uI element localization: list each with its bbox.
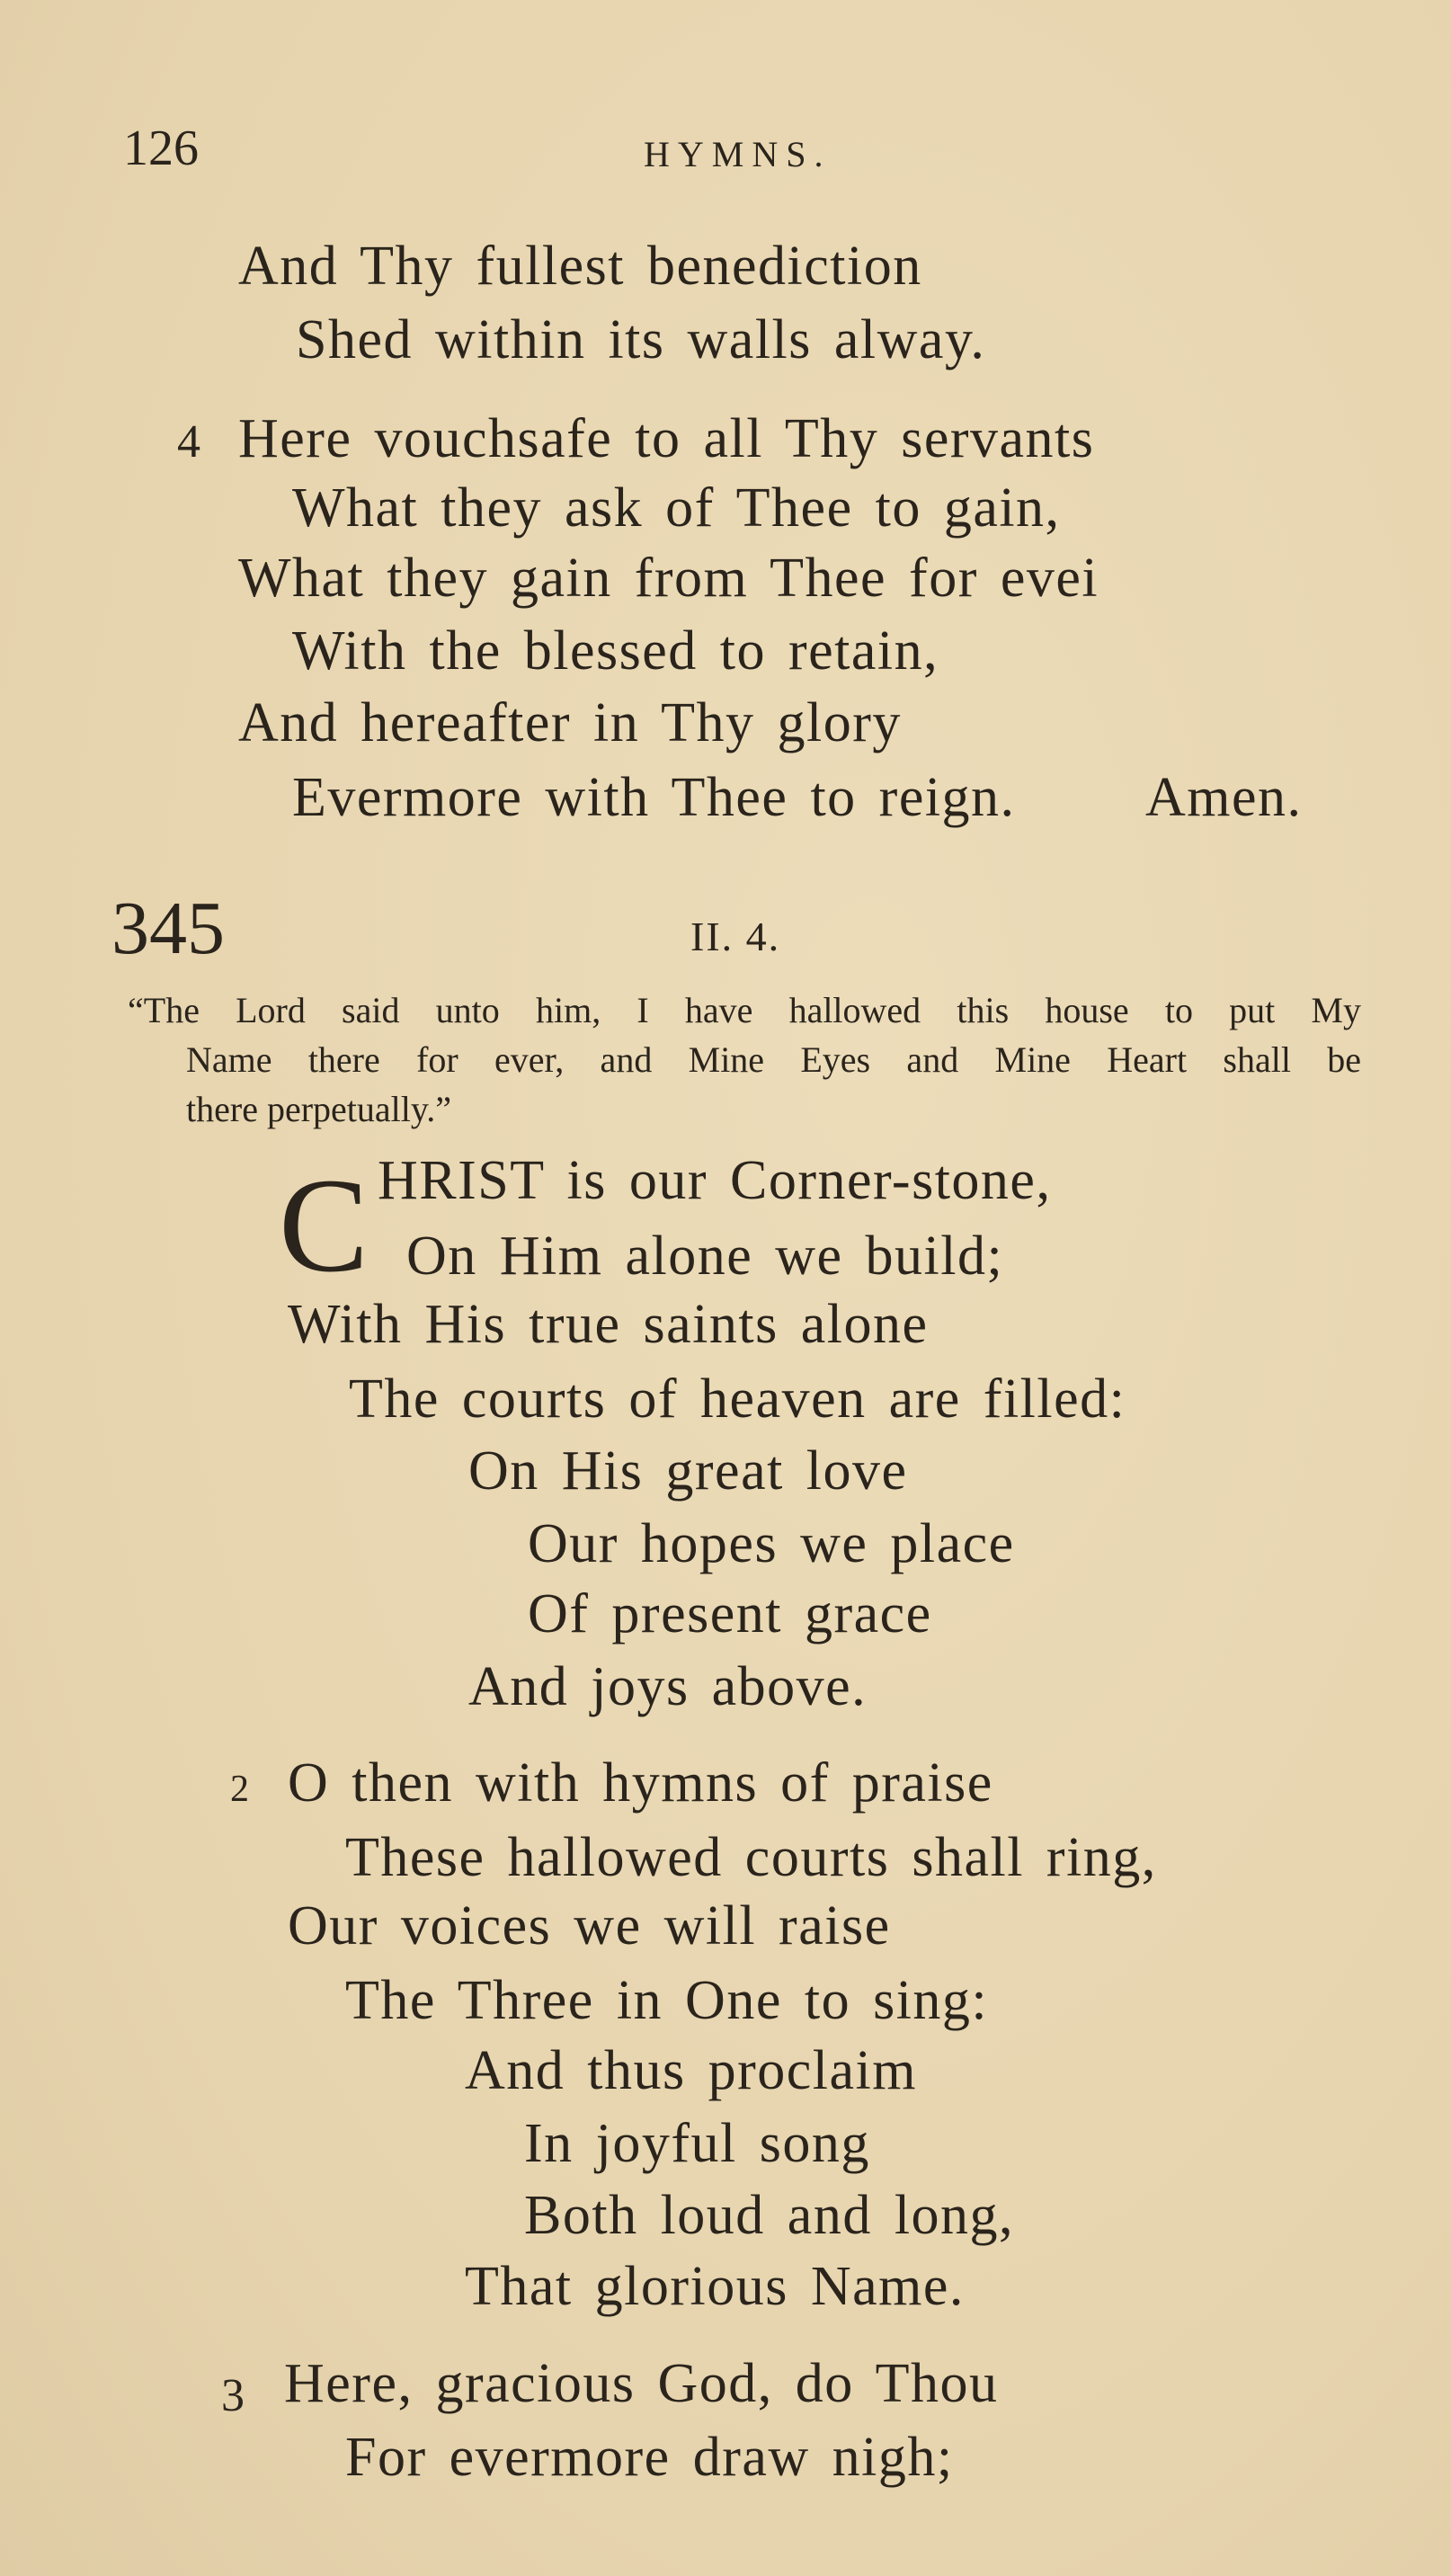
hymn-number: 345: [111, 887, 225, 970]
verse-line: And Thy fullest benediction: [238, 236, 922, 297]
verse-line: HRIST is our Corner-stone,: [378, 1150, 1052, 1211]
verse-line: What they ask of Thee to gain,: [292, 477, 1061, 539]
verse-line: These hallowed courts shall ring,: [345, 1827, 1157, 1888]
verse-line: What they gain from Thee for evei: [238, 548, 1099, 609]
verse-line: Shed within its walls alway.: [296, 309, 986, 370]
epigraph-line: Name there for ever, and Mine Eyes and Mine Heart shall be: [186, 1039, 1361, 1080]
verse-line: On Him alone we build;: [406, 1226, 1004, 1287]
verse-line: O then with hymns of praise: [288, 1752, 993, 1814]
verse-line: And hereafter in Thy glory: [238, 692, 902, 753]
verse-line: Evermore with Thee to reign.: [292, 767, 1016, 828]
verse-line: With His true saints alone: [288, 1294, 929, 1355]
verse-line: In joyful song: [524, 2113, 870, 2174]
verse-line: On His great love: [468, 1440, 908, 1502]
verse-line: Here, gracious God, do Thou: [284, 2353, 999, 2414]
stanza-number: 4: [177, 416, 200, 468]
hymn-meter: II. 4.: [690, 914, 781, 959]
verse-line: Of present grace: [528, 1583, 932, 1645]
verse-line: That glorious Name.: [465, 2256, 965, 2317]
drop-cap: C: [279, 1151, 369, 1300]
stanza-number: 3: [221, 2370, 245, 2421]
amen: Amen.: [1145, 767, 1303, 828]
verse-line: And joys above.: [468, 1656, 868, 1717]
stanza-number: 2: [230, 1769, 249, 1810]
verse-line: For evermore draw nigh;: [345, 2427, 954, 2488]
verse-line: The courts of heaven are filled:: [349, 1368, 1126, 1430]
verse-line: The Three in One to sing:: [345, 1970, 989, 2031]
epigraph-line: “The Lord said unto him, I have hallowed this house to put My: [128, 990, 1361, 1030]
verse-line: Our voices we will raise: [288, 1895, 891, 1957]
page-number: 126: [123, 120, 199, 176]
verse-line: Both loud and long,: [524, 2185, 1015, 2246]
running-head: HYMNS.: [644, 134, 832, 174]
epigraph-line: there perpetually.”: [186, 1089, 452, 1129]
verse-line: With the blessed to retain,: [292, 620, 939, 682]
verse-line: Here vouchsafe to all Thy servants: [238, 408, 1095, 469]
verse-line: And thus proclaim: [465, 2040, 917, 2101]
verse-line: Our hopes we place: [528, 1513, 1015, 1574]
